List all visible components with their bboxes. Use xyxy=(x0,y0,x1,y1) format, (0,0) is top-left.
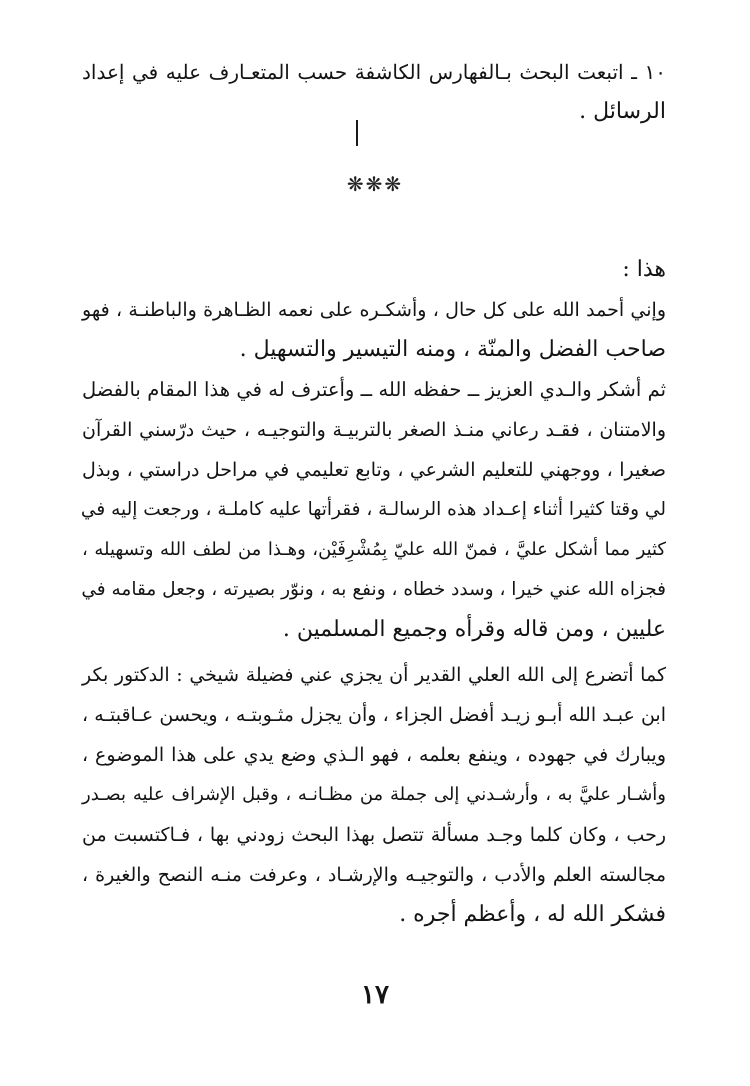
paragraph-2-line-7: عليين ، ومن قاله وقرأه وجميع المسلمين . xyxy=(282,617,666,642)
paragraph-2-line-5: كثير مما أشكل عليَّ ، فمنّ الله عليّ بِمُشْرِفَيْن، وهـذا من لطف الله وتسهيله ، xyxy=(82,539,666,560)
item-10-line-2: الرسائل . xyxy=(579,99,666,124)
paragraph-3-line-1: كما أتضرع إلى الله العلي القدير أن يجزي عني فضيلة شيخي : الدكتور بكر xyxy=(82,664,666,686)
paragraph-3-line-4: وأشـار عليَّ به ، وأرشـدني إلى جملة من مظـانـه ، وقبل الإشراف عليه بصـدر xyxy=(82,784,666,805)
paragraph-2-line-2: والامتنان ، فقـد رعاني منـذ الصغر بالتربيـة والتوجيـه ، حيث درّسني القرآن xyxy=(82,419,666,441)
paragraph-3-line-6: مجالسته العلم والأدب ، والتوجيـه والإرشـاد ، وعرفت منـه النصح والغيرة ، xyxy=(82,864,666,886)
item-10-line-1: ١٠ ـ اتبعت البحث بـالفهارس الكاشفة حسب المتعـارف عليه في إعداد xyxy=(82,60,666,84)
paragraph-2-line-6: فجزاه الله عني خيرا ، وسدد خطاه ، ونفع به ، ونوّر بصيرته ، وجعل مقامه في xyxy=(81,579,666,600)
paragraph-3-line-7: فشكر الله له ، وأعظم أجره . xyxy=(399,902,666,927)
page-number: ١٧ xyxy=(361,980,389,1010)
paragraph-3-line-3: ويبارك في جهوده ، وينفع بعلمه ، فهو الـذي وضع يدي على هذا الموضوع ، xyxy=(82,744,666,766)
paragraph-2-line-4: لي وقتا كثيرا أثناء إعـداد هذه الرسالـة ، فقرأتها عليه كاملـة ، ورجعت إليه في xyxy=(80,499,666,520)
text-cursor-mark xyxy=(356,120,358,146)
paragraph-2-line-1: ثم أشكر والـدي العزيز ــ حفظه الله ــ وأعترف له في هذا المقام بالفضل xyxy=(82,378,666,401)
paragraph-3-line-2: ابن عبـد الله أبـو زيـد أفضل الجزاء ، وأن يجزل مثـوبتـه ، ويحسن عـاقبتـه ، xyxy=(82,704,666,726)
paragraph-2-line-3: صغيرا ، ووجهني للتعليم الشرعي ، وتابع تعليمي في مراحل دراستي ، وبذل xyxy=(82,459,666,481)
paragraph-1-line-1: وإني أحمد الله على كل حال ، وأشكـره على نعمه الظـاهرة والباطنـة ، فهو xyxy=(82,299,666,321)
paragraph-1-line-2: صاحب الفضل والمنّة ، ومنه التيسير والتسهيل . xyxy=(239,337,666,362)
section-separator: ❋❋❋ xyxy=(346,172,404,196)
intro-heading: هذا : xyxy=(622,257,666,282)
paragraph-3-line-5: رحب ، وكان كلما وجـد مسألة تتصل بهذا البحث زودني بها ، فـاكتسبت من xyxy=(82,824,666,846)
